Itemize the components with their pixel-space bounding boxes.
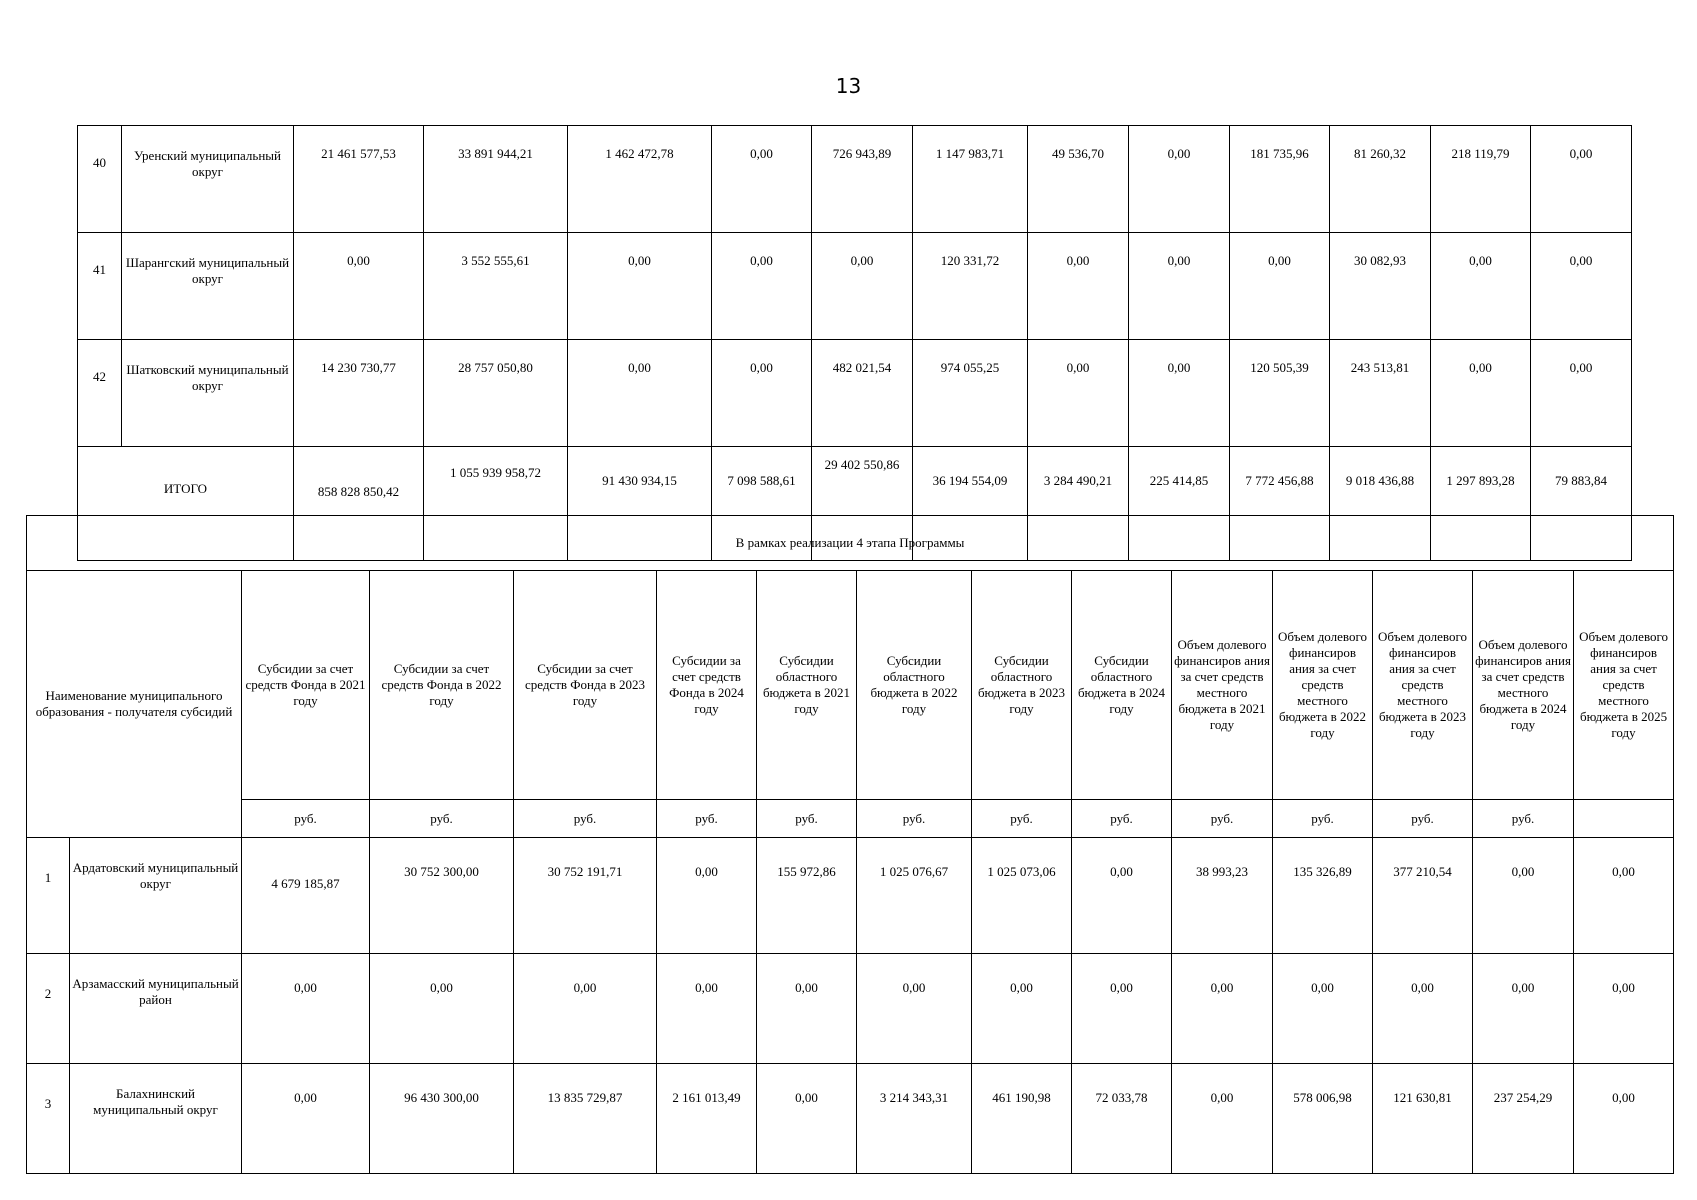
total-cell: 1 297 893,28: [1431, 447, 1531, 561]
value-cell: 121 630,81: [1373, 1064, 1473, 1174]
value-cell: 0,00: [242, 1064, 370, 1174]
municipality-name: Шатковский муниципальный округ: [122, 340, 294, 447]
value-cell: 38 993,23: [1172, 838, 1273, 954]
name-column-header: Наименование муниципального образования - получателя субсидий: [27, 571, 242, 838]
value-cell: 1 147 983,71: [913, 126, 1028, 233]
value-cell: 4 679 185,87: [242, 838, 370, 954]
value-cell: 237 254,29: [1473, 1064, 1574, 1174]
total-cell: 79 883,84: [1531, 447, 1632, 561]
value-cell: 3 552 555,61: [424, 233, 568, 340]
value-cell: 0,00: [757, 954, 857, 1064]
value-cell: 3 214 343,31: [857, 1064, 972, 1174]
row-number: 40: [78, 126, 122, 233]
value-cell: 1 462 472,78: [568, 126, 712, 233]
value-cell: 578 006,98: [1273, 1064, 1373, 1174]
table-row: [27, 1064, 1674, 1174]
column-header: Объем долевого финансиров ания за счет средств местного бюджета в 2023 году: [1373, 571, 1473, 800]
value-cell: 30 082,93: [1330, 233, 1431, 340]
unit-cell: руб.: [657, 800, 757, 838]
value-cell: 377 210,54: [1373, 838, 1473, 954]
units-row: [27, 800, 1674, 838]
row-number: 41: [78, 233, 122, 340]
table-row: [78, 340, 1632, 447]
row-number: 42: [78, 340, 122, 447]
total-cell: 858 828 850,42: [294, 447, 424, 561]
value-cell: 155 972,86: [757, 838, 857, 954]
value-cell: 0,00: [1129, 233, 1230, 340]
continuation-table: [77, 125, 1632, 561]
value-cell: 1 025 076,67: [857, 838, 972, 954]
total-cell: 29 402 550,86: [812, 447, 913, 561]
value-cell: 96 430 300,00: [370, 1064, 514, 1174]
value-cell: 0,00: [1373, 954, 1473, 1064]
column-header: Субсидии областного бюджета в 2023 году: [972, 571, 1072, 800]
value-cell: 120 331,72: [913, 233, 1028, 340]
value-cell: 72 033,78: [1072, 1064, 1172, 1174]
value-cell: 0,00: [1431, 340, 1531, 447]
value-cell: 49 536,70: [1028, 126, 1129, 233]
column-header: Субсидии за счет средств Фонда в 2024 году: [657, 571, 757, 800]
value-cell: 974 055,25: [913, 340, 1028, 447]
value-cell: 0,00: [514, 954, 657, 1064]
unit-cell: руб.: [242, 800, 370, 838]
value-cell: 81 260,32: [1330, 126, 1431, 233]
unit-cell: руб.: [514, 800, 657, 838]
column-header: Субсидии областного бюджета в 2022 году: [857, 571, 972, 800]
value-cell: 30 752 300,00: [370, 838, 514, 954]
value-cell: 0,00: [568, 340, 712, 447]
unit-cell: [1574, 800, 1674, 838]
unit-cell: руб.: [1473, 800, 1574, 838]
value-cell: 0,00: [1072, 954, 1172, 1064]
value-cell: 0,00: [1028, 340, 1129, 447]
value-cell: 13 835 729,87: [514, 1064, 657, 1174]
value-cell: 120 505,39: [1230, 340, 1330, 447]
value-cell: 33 891 944,21: [424, 126, 568, 233]
municipality-name: Ардатовский муниципальный округ: [70, 838, 242, 954]
value-cell: 1 025 073,06: [972, 838, 1072, 954]
value-cell: 0,00: [294, 233, 424, 340]
unit-cell: руб.: [757, 800, 857, 838]
value-cell: 28 757 050,80: [424, 340, 568, 447]
value-cell: 482 021,54: [812, 340, 913, 447]
total-cell: 36 194 554,09: [913, 447, 1028, 561]
column-header: Объем долевого финансиров ания за счет средств местного бюджета в 2025 году: [1574, 571, 1674, 800]
value-cell: 2 161 013,49: [657, 1064, 757, 1174]
unit-cell: руб.: [857, 800, 972, 838]
table-row: [27, 838, 1674, 954]
stage4-subsidies-table: [26, 515, 1674, 1174]
value-cell: 0,00: [1574, 954, 1674, 1064]
column-header: Субсидии за счет средств Фонда в 2021 году: [242, 571, 370, 800]
value-cell: 0,00: [1072, 838, 1172, 954]
row-number: 1: [27, 838, 70, 954]
value-cell: 0,00: [568, 233, 712, 340]
unit-cell: руб.: [1172, 800, 1273, 838]
value-cell: 0,00: [370, 954, 514, 1064]
value-cell: 0,00: [1028, 233, 1129, 340]
unit-cell: руб.: [1072, 800, 1172, 838]
value-cell: 0,00: [712, 233, 812, 340]
value-cell: 0,00: [972, 954, 1072, 1064]
value-cell: 461 190,98: [972, 1064, 1072, 1174]
table-row: [27, 954, 1674, 1064]
total-cell: 7 098 588,61: [712, 447, 812, 561]
column-header: Субсидии областного бюджета в 2021 году: [757, 571, 857, 800]
total-cell: 3 284 490,21: [1028, 447, 1129, 561]
total-cell: 225 414,85: [1129, 447, 1230, 561]
value-cell: 243 513,81: [1330, 340, 1431, 447]
value-cell: 0,00: [1129, 340, 1230, 447]
table-row: [78, 126, 1632, 233]
value-cell: 0,00: [712, 126, 812, 233]
column-header: Объем долевого финансиров ания за счет средств местного бюджета в 2024 году: [1473, 571, 1574, 800]
table-title: В рамках реализации 4 этапа Программы: [27, 516, 1674, 571]
value-cell: 0,00: [1273, 954, 1373, 1064]
value-cell: 218 119,79: [1431, 126, 1531, 233]
value-cell: 0,00: [1574, 838, 1674, 954]
row-number: 2: [27, 954, 70, 1064]
value-cell: 0,00: [1531, 233, 1632, 340]
value-cell: 0,00: [1172, 1064, 1273, 1174]
page-number: 13: [835, 74, 862, 98]
value-cell: 726 943,89: [812, 126, 913, 233]
column-header: Объем долевого финансиров ания за счет средств местного бюджета в 2022 году: [1273, 571, 1373, 800]
value-cell: 21 461 577,53: [294, 126, 424, 233]
value-cell: 0,00: [1230, 233, 1330, 340]
unit-cell: руб.: [370, 800, 514, 838]
column-header: Субсидии областного бюджета в 2024 году: [1072, 571, 1172, 800]
total-cell: 7 772 456,88: [1230, 447, 1330, 561]
total-cell: 91 430 934,15: [568, 447, 712, 561]
column-header: Субсидии за счет средств Фонда в 2023 году: [514, 571, 657, 800]
total-label: ИТОГО: [78, 447, 294, 561]
value-cell: 30 752 191,71: [514, 838, 657, 954]
unit-cell: руб.: [972, 800, 1072, 838]
value-cell: 0,00: [1172, 954, 1273, 1064]
value-cell: 0,00: [242, 954, 370, 1064]
value-cell: 0,00: [657, 954, 757, 1064]
value-cell: 0,00: [1531, 340, 1632, 447]
table-row: [78, 233, 1632, 340]
total-cell: 1 055 939 958,72: [424, 447, 568, 561]
municipality-name: Уренский муниципальный округ: [122, 126, 294, 233]
value-cell: 135 326,89: [1273, 838, 1373, 954]
value-cell: 0,00: [857, 954, 972, 1064]
value-cell: 0,00: [712, 340, 812, 447]
value-cell: 0,00: [1129, 126, 1230, 233]
total-cell: 9 018 436,88: [1330, 447, 1431, 561]
municipality-name: Балахнинский муниципальный округ: [70, 1064, 242, 1174]
column-header: Субсидии за счет средств Фонда в 2022 году: [370, 571, 514, 800]
value-cell: 0,00: [1473, 954, 1574, 1064]
header-row: [27, 571, 1674, 800]
column-header: Объем долевого финансиров ания за счет средств местного бюджета в 2021 году: [1172, 571, 1273, 800]
value-cell: 0,00: [1574, 1064, 1674, 1174]
unit-cell: руб.: [1373, 800, 1473, 838]
value-cell: 0,00: [757, 1064, 857, 1174]
value-cell: 181 735,96: [1230, 126, 1330, 233]
unit-cell: руб.: [1273, 800, 1373, 838]
municipality-name: Шарангский муниципальный округ: [122, 233, 294, 340]
value-cell: 0,00: [1531, 126, 1632, 233]
value-cell: 0,00: [1431, 233, 1531, 340]
value-cell: 14 230 730,77: [294, 340, 424, 447]
value-cell: 0,00: [812, 233, 913, 340]
municipality-name: Арзамасский муниципальный район: [70, 954, 242, 1064]
row-number: 3: [27, 1064, 70, 1174]
value-cell: 0,00: [657, 838, 757, 954]
value-cell: 0,00: [1473, 838, 1574, 954]
